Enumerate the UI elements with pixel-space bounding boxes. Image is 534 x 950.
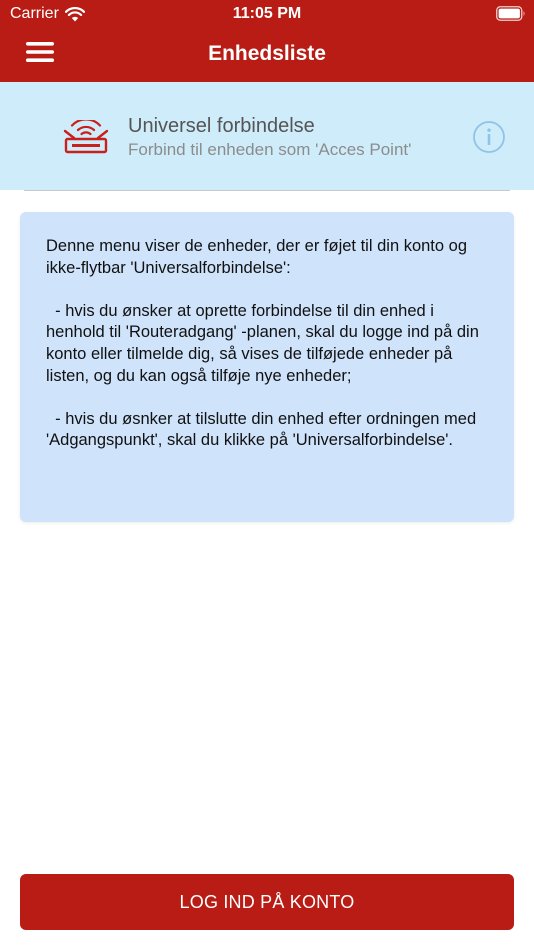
navigation-bar — [0, 28, 534, 82]
router-icon — [62, 120, 110, 156]
info-icon[interactable] — [472, 120, 506, 154]
login-button[interactable]: LOG IND PÅ KONTO — [20, 874, 514, 930]
carrier-label: Carrier — [10, 5, 59, 22]
info-card — [20, 212, 514, 522]
universal-connection-title: Universel forbindelse — [128, 115, 315, 137]
info-card-text: Denne menu viser de enheder, der er føjet til din konto og ikke-flytbar 'Universalforbindelse': - hvis du ønsker at oprette forbindelse til din enhed i henhold til 'Routeradgang' -planen, skal du logge ind på din konto eller tilmelde dig, så vises de tilføjede enheder på listen, og du kan også tilføje nye enheder; - hvis du øsnker at tilslutte din enhed efter ordningen med 'Adgangspunkt', skal du klikke på 'Universalforbindelse'. — [46, 237, 479, 450]
page-title: Enhedsliste — [208, 42, 326, 65]
battery-icon — [496, 6, 526, 21]
status-time: 11:05 PM — [232, 5, 302, 22]
app-header — [0, 0, 534, 82]
status-bar — [0, 0, 534, 28]
universal-connection-subtitle: Forbind til enheden som 'Acces Point' — [128, 140, 412, 159]
list-divider — [24, 190, 510, 191]
universal-connection-item[interactable] — [0, 82, 534, 190]
